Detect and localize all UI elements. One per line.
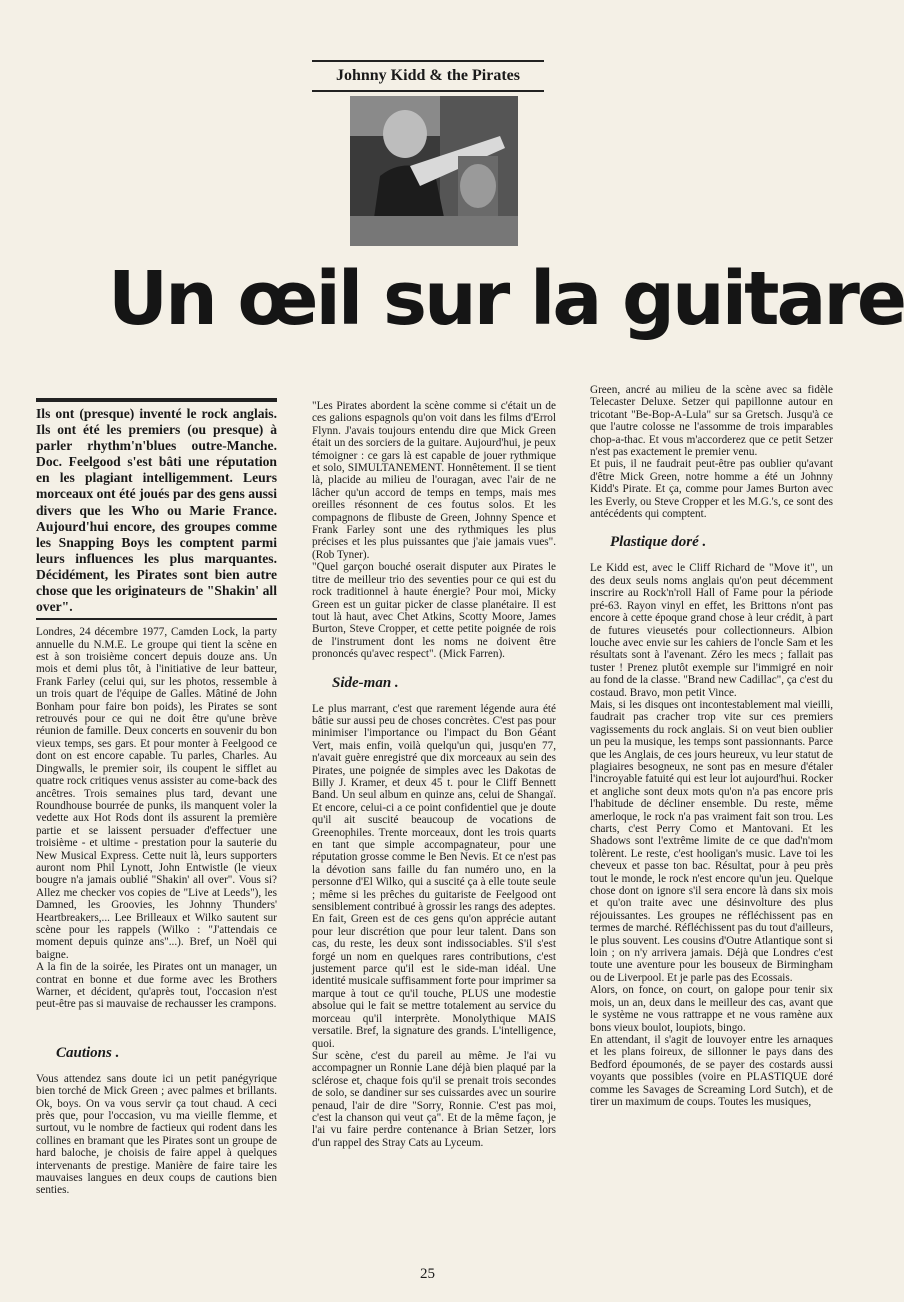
column-3 xyxy=(590,384,833,1232)
paragraph: Alors, on fonce, on court, on galope pour tenir six mois, un an, deux dans le meilleur des cas, avant que le système ne vous rattrappe et ne vous ramène aux bons vieux boulot, loupiots, bingo. xyxy=(590,984,833,1034)
paragraph: En fait, Green est de ces gens qu'on apprécie autant pour leur discrétion que pour leur talent. Dans son cas, du reste, les deux sont indissociables. S'il s'est forgé un nom en quelques rares contributions, c'est justement parce qu'il est le side-man idéal. Une identité musicale suffisamment forte pour imprimer sa marque à tout ce qu'il touche, PLUS une modestie absolue qui le fait se mettre totalement au service du morceau qu'il interprète. Monolythique MAIS versatile. Bref, la signature des grands. L'intelligence, quoi. xyxy=(312,913,556,1050)
paragraph: "Quel garçon bouché oserait disputer aux Pirates le titre de meilleur trio des seventies pour ce qui est du rock traditionnel à haute énergie? Pour moi, Micky Green est un guitar picker de classe planétaire. Il est tout là haut, avec Chet Atkins, Scotty Moore, James Burton, Steve Cropper, et cette petite poignée de rois de l'instrument dont les noms ne doivent être prononcés qu'avec respect". (Mick Farren). xyxy=(312,561,556,661)
column-1 xyxy=(36,398,277,1246)
paragraph: "Les Pirates abordent la scène comme si c'était un de ces galions espagnols qu'on voit dans les films d'Errol Flynn. J'avais toujours entendu dire que Mick Green était un des sorciers de la guitare. Aujourd'hui, je peux témoigner : ce gars là est capable de jouer rythmique et solo, SIMULTANEMENT. Honnêtement. Il se tient là, placide au milieu de l'ouragan, avec l'air de ne lâcher qu'un accord de temps en temps, mais mes oreilles résonnent de ces foutus solos. Et les compagnons de flibuste de Green, Johnny Spence et Frank Farley sont une des rythmiques les plus précises et les plus puissantes que j'aie jamais vues". (Rob Tyner). xyxy=(312,400,556,561)
subheading-plastique-dore: Plastique doré . xyxy=(610,534,707,551)
page-number: 25 xyxy=(420,1266,435,1282)
paragraph: Le Kidd est, avec le Cliff Richard de "Move it", un des deux seuls noms anglais qu'on peut décemment inscrire au Rock'n'roll Hall of Fame pour la période pré-63. Rayon vinyl en effet, les Brittons n'ont pas encore à cette époque grand chose à leur crédit, à part de futures vieusetés pour collectionneurs. Albion louche avec envie sur les cahiers de l'oncle Sam et les résultats sont à l'avenant. Zéro les mecs ; fallait pas tuster ! Prenez plutôt exemple sur l'immigré en noir au fond de la classe. "Brand new Cadillac", ça c'est du costaud. Bravo, mon petit Vince. xyxy=(590,562,833,699)
subheading-cautions: Cautions . xyxy=(56,1044,120,1061)
paragraph: Le plus marrant, c'est que rarement légende aura été bâtie sur aussi peu de choses concrètes. C'est pas pour minimiser l'importance ou l'impact du Bon Géant Vert, mais enfin, voilà quelqu'un qui, jusqu'en 77, n'avait guère enregistré que dix morceaux au sein des Pirates, une poignée de simples avec les Dakotas de Billy J. Kramer, et deux 45 t. pour le Cliff Bennett Band. Un seul album en quinze ans, celui de Shangaï. Et encore, celui-ci a ce point confidentiel que je doute qu'il ait suscité beaucoup de vocations de Greenophiles. Trente morceaux, dont les trois quarts en tant que simple accompagnateur, pour une réputation grosse comme le Ben Nevis. Et ce n'est pas la dévotion sans faille du fan numéro uno, en la personne d'El Wilko, qui a suscité ça à elle toute seule ; même si les prêches du guitariste de Feelgood ont sensiblement contribué à grossir les rangs des adeptes. xyxy=(312,702,556,914)
column-2 xyxy=(312,400,556,1248)
paragraph: Sur scène, c'est du pareil au même. Je l'ai vu accompagner un Ronnie Lane déjà bien plaqué par la sclérose et, chaque fois qu'il se prenait trois secondes de solo, se dandiner sur ses cuissardes avec un sourire penaud, l'air de dire "Sorry, Ronnie. C'est pas moi, c'est la chanson qui veut ça". Et de la même façon, je l'ai vu faire perdre contenance à Brian Setzer, lors d'un rappel des Stray Cats au Lyceum. xyxy=(312,1049,556,1149)
paragraph: Et puis, il ne faudrait peut-être pas oublier qu'avant d'être Mick Green, notre homme a été un Johnny Kidd's Pirate. Et ça, comme pour James Burton avec les Everly, ou Steve Cropper et les M.G.'s, ce sont des antécédents qui comptent. xyxy=(590,458,833,521)
band-photo xyxy=(350,96,518,246)
kicker-text: Johnny Kidd & the Pirates xyxy=(335,67,520,84)
paragraph: Mais, si les disques ont incontestablement mal vieilli, faudrait pas cracher trop vite sur ces premiers vagissements du rock anglais. Si on veut bien oublier un peu la musique, les temps sont passionnants. Parce que les Anglais, de ces jours heureux, vu leur statut de plagiaires besogneux, ne sont pas en mesure d'étaler l'incroyable fatuité qui est leur lot aujourd'hui. Rocker et angliche sont deux mots qu'on n'a pas encore pris l'habitude de décliner ensemble. Du reste, même amerloque, le rock n'a pas vraiment fait son trou. Les charts, c'est Perry Como et Mantovani. Et les Shadows sont l'extrême limite de ce que dad'n'mom tolèrent. Le reste, c'est hooligan's music. Lave toi les cheveux et passe ton bac. Résultat, pour à peu près tout le monde, le rock n'est encore qu'un jeu. Quelque chose dont on ignore s'il sera encore là dans six mois et qu'on traite avec une désinvolture des plus réjouissantes. Les groupes ne réfléchissent pas en termes de marché. Réfléchissent pas du tout d'ailleurs, le plus souvent. Les cousins d'Outre Atlantique sont si loin ; on n'y arrivera jamais. Déjà que Londres c'est toute une aventure pour les bouseux de Birmingham ou de Liverpool. Et je parle pas des Ecossais. xyxy=(590,698,833,984)
article-headline: Un œil sur la guitare xyxy=(108,256,904,342)
paragraph: Londres, 24 décembre 1977, Camden Lock, la party annuelle du N.M.E. Le groupe qui tient la scène en est à son troisième concert depuis douze ans. Un mois et demi plus tôt, à l'initiative de leur batteur, Frank Farley (celui qui, sur les photos, ressemble à un trois quart de l'équipe de Galles. Mâtiné de John Bonham pour faire bon poids), les Pirates se sont retrouvés pour ce qui ne doit être qu'une brève réunion de famille. Deux concerts en souvenir du bon vieux temps, ses gars. Et pour monter à Feelgood ce dont on est encore capable. Tu parles, Charles. Au Dingwalls, le premier soir, ils coupent le sifflet au quatre rock critiques venus assister au come-back des ancêtres. Trois semaines plus tard, devant une Roundhouse bourrée de punks, ils manquent voler la vedette aux Hot Rods dont ils assurent la première partie et se laissent persuader d'effectuer une troisième - et ultime - prestation pour la sauterie du New Musical Express. Cette nuit là, leurs supporters auront nom Phil Lynott, John Entwistle (le vieux bougre n'a jamais oublié "Shakin' all over". Vous si? Allez me checker vos copies de "Live at Leeds"), les Damned, les Groovies, les Johnny Thunders' Heartbreakers,... Lee Brilleaux et Wilko sautent sur scène pour les rappels (Wilko : "J'attendais ce moment depuis quinze ans"...). Bref, un Noël qui baigne. xyxy=(36,626,277,961)
paragraph: Vous attendez sans doute ici un petit panégyrique bien torché de Mick Green ; avec palmes et brillants. Ok, boys. On va vous servir ça tout chaud. A ceci près que, pour l'occasion, vu ma vieille flemme, et surtout, vu le nombre de factieux qui rodent dans les collines en bramant que les Pirates sont un groupe de hard baloche, je choisis de faire appel à quelques intervenants de prestige. Manière de faire taire les mauvaises langues en deux coups de cautions bien senties. xyxy=(36,1072,277,1197)
article-intro: Ils ont (presque) inventé le rock anglais. Ils ont été les premiers (ou presque) à parler rhythm'n'blues outre-Manche. Doc. Feelgood s'est bâti une réputation en les plagiant intelligemment. Leurs morceaux ont été joués par des gens aussi divers que les Who ou Marie France. Aujourd'hui encore, des groupes comme les Snapping Boys les comptent parmi leurs influences les plus marquantes. Décidément, les Pirates sont bien autre chose que les originateurs de "Shakin' all over". xyxy=(36,406,277,620)
paragraph: A la fin de la soirée, les Pirates ont un manager, un contrat en bonne et due forme avec les Brothers Warner, et décident, qu'après tout, l'occasion n'est peut-être pas si mauvaise de rechausser les crampons. xyxy=(36,961,277,1011)
band-photo-image xyxy=(350,96,518,246)
intro-rule xyxy=(36,398,277,402)
article-kicker xyxy=(312,60,544,92)
paragraph: Green, ancré au milieu de la scène avec sa fidèle Telecaster Deluxe. Setzer qui papillonne autour en tricotant "Be-Bop-A-Lula" sur sa Gretsch. Jusqu'à ce que l'autre colosse ne l'assomme de trois imparables chop-a-thac. Et vous m'accorderez que ce petit Setzer n'est pas exactement le premier venu. xyxy=(590,384,833,459)
subheading-side-man: Side-man . xyxy=(332,674,399,691)
paragraph: En attendant, il s'agit de louvoyer entre les arnaques et les plans foireux, de sillonner le pays dans des Bedford époumonés, de se payer des costards aussi voyants que possibles (voire en PLASTIQUE doré comme les Savages de Screaming Lord Sutch), et de tirer un maximum de coups. Toutes les musiques, xyxy=(590,1033,833,1108)
